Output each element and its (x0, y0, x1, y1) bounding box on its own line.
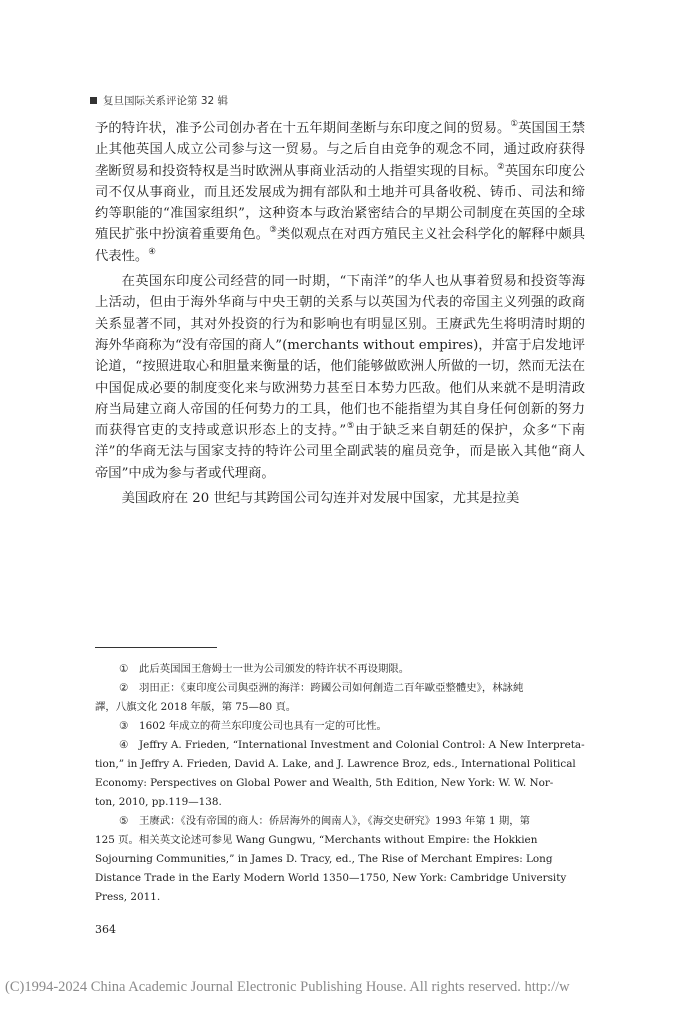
footnote-number: ③ (119, 720, 129, 732)
footnote-text: Distance Trade in the Early Modern World 1350—1750, New York: Cambridge University (95, 872, 567, 884)
p1-sentence-4: 类似观点在对西方殖民主义社会科学化的解释中颇具代表性。 (95, 227, 586, 264)
footnote-text: Jeffry A. Frieden, “International Investment and Colonial Control: A New Interpreta- (139, 739, 585, 751)
p1-sentence-1: 予的特许状，准予公司创办者在十五年期间垄断与东印度之间的贸易。 (95, 121, 511, 136)
footnote-text: Economy: Perspectives on Global Power and Wealth, 5th Edition, New York: W. W. Nor- (95, 777, 554, 789)
p2-sentence-2: 由于缺乏来自朝廷的保护，众多“下南洋”的华商无法与国家支持的特许公司里全副武装的雇员竞争，而是嵌入其他“商人帝国”中成为参与者或代理商。 (95, 423, 585, 481)
footnote-text: 羽田正：《東印度公司與亞洲的海洋：跨國公司如何創造二百年歐亞整體史》，林詠純 (139, 682, 524, 694)
footnote-text: 王赓武：《没有帝国的商人：侨居海外的闽南人》，《海交史研究》1993 年第 1 期，第 (139, 815, 531, 827)
paragraph-3 (95, 488, 585, 509)
footnote-text: 125 页。相关英文论述可参见 Wang Gungwu, “Merchants without Empire: the Hokkien (95, 834, 538, 846)
footnote-5 (95, 812, 585, 907)
p2-sentence-1: 在英国东印度公司经营的同一时期，“下南洋”的华人也从事着贸易和投资等海上活动，但由于海外华商与中央王朝的关系与以英国为代表的帝国主义列强的政商关系显著不同，其对外投资的行为和影响也有明显区别。王赓武先生将明清时期的海外华商称为“没有帝国的商人”(merchants without empires)，并富于启发地评论道，“按照进取心和胆量来衡量的话，他们能够做欧洲人所做的一切，然而无法在中国促成必要的制度变化来与欧洲势力甚至日本势力匹敌。他们从来就不是明清政府当局建立商人帝国的任何势力的工具，他们也不能指望为其自身任何创新的努力而获得官吏的支持或意识形态上的支持。” (95, 274, 585, 439)
footnotes (95, 660, 585, 907)
footnote-number: ④ (119, 739, 129, 751)
footnote-text: Sojourning Communities,” in James D. Tracy, ed., The Rise of Merchant Empires: Long (95, 853, 553, 865)
footnote-text: 譯，八旗文化 2018 年版，第 75—80 頁。 (95, 701, 297, 713)
footnote-ref-2[interactable]: ② (496, 161, 505, 172)
footnote-text: 1602 年成立的荷兰东印度公司也具有一定的可比性。 (139, 720, 387, 732)
p3-sentence-1: 美国政府在 20 世纪与其跨国公司勾连并对发展中国家，尤其是拉美 (121, 491, 520, 507)
footnote-4 (95, 736, 585, 812)
footnote-number: ① (119, 663, 129, 675)
footnote-ref-4[interactable]: ④ (148, 246, 156, 257)
footnote-ref-3[interactable]: ③ (269, 225, 277, 236)
footnote-number: ⑤ (119, 815, 129, 827)
p1-sentence-3: 英国东印度公司不仅从事商业，而且还发展成为拥有部队和土地并可具备收税、铸币、司法和缔约等职能的“准国家组织”，这种资本与政治紧密结合的早期公司制度在英国的全球殖民扩张中扮演着重要角色。 (95, 163, 586, 243)
copyright-watermark: (C)1994-2024 China Academic Journal Electronic Publishing House. All rights reserved. http://w (5, 979, 570, 995)
page-number: 364 (95, 923, 116, 936)
footnote-text: Press, 2011. (95, 891, 161, 903)
body-text (95, 118, 585, 509)
paragraph-2 (95, 271, 585, 484)
footnote-text: tion,” in Jeffry A. Frieden, David A. Lake, and J. Lawrence Broz, eds., International Political (95, 758, 576, 770)
square-bullet-icon (90, 97, 97, 104)
footnote-1 (95, 660, 585, 679)
footnote-ref-5[interactable]: ⑤ (346, 421, 356, 432)
footnote-text: 此后英国国王詹姆士一世为公司颁发的特许状不再设期限。 (139, 663, 410, 675)
running-header (90, 93, 228, 108)
footnote-2 (95, 679, 585, 717)
p1-sentence-2: 英国国王禁止其他英国人成立公司参与这一贸易。与之后自由竞争的观念不同，通过政府获得垄断贸易和投资特权是当时欧洲从事商业活动的人指望实现的目标。 (95, 121, 586, 179)
footnote-text: ton, 2010, pp.119—138. (95, 796, 222, 808)
footnote-divider (95, 647, 217, 648)
header-text: 复旦国际关系评论第 32 辑 (103, 95, 229, 107)
footnote-number: ② (119, 682, 129, 694)
paragraph-1 (95, 118, 585, 267)
footnote-ref-1[interactable]: ① (510, 119, 519, 129)
footnote-3 (95, 717, 585, 736)
